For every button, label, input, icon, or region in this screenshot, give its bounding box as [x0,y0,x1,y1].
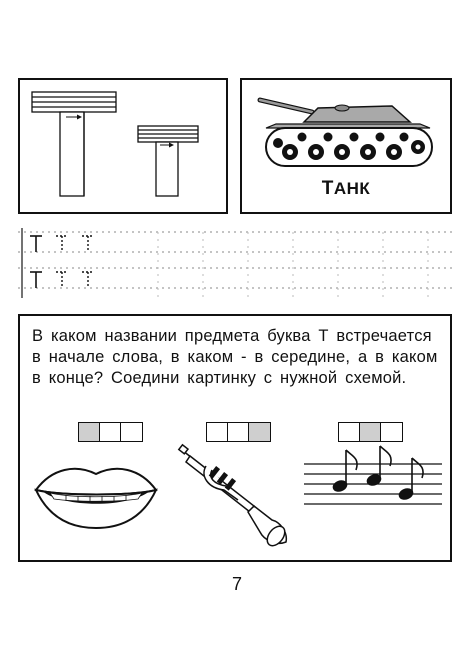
writing-practice-strip [18,222,452,302]
scheme-lips[interactable] [78,422,143,442]
scheme-cell-middle [360,423,381,441]
letter-construction-panel [18,78,228,214]
tank-icon [242,80,450,176]
tank-caption-rest: АНК [333,179,371,198]
task-instruction: В каком названии предмета буква Т встречается в начале слова, в каком - в середине, а в каком в конце? Соедини картинку с нужной схемой. [32,327,438,387]
scheme-cell-end [249,423,270,441]
trumpet-icon[interactable] [172,440,296,552]
dotted-writing-lines [18,222,452,302]
page-number: 7 [231,574,242,594]
tank-caption [242,178,450,200]
tank-caption-first-letter: Т [321,178,334,199]
scheme-cell-start [207,423,228,441]
scheme-cell-end [381,423,402,441]
letter-t-construction-icon [20,80,226,212]
scheme-cell-start [79,423,100,441]
task-panel [18,314,452,562]
scheme-cell-start [339,423,360,441]
music-notes-icon[interactable] [302,442,444,520]
scheme-trumpet[interactable] [206,422,271,442]
scheme-cell-middle [228,423,249,441]
scheme-cell-end [121,423,142,441]
scheme-notes[interactable] [338,422,403,442]
lips-icon[interactable] [32,454,160,532]
scheme-cell-middle [100,423,121,441]
tank-panel [240,78,452,214]
